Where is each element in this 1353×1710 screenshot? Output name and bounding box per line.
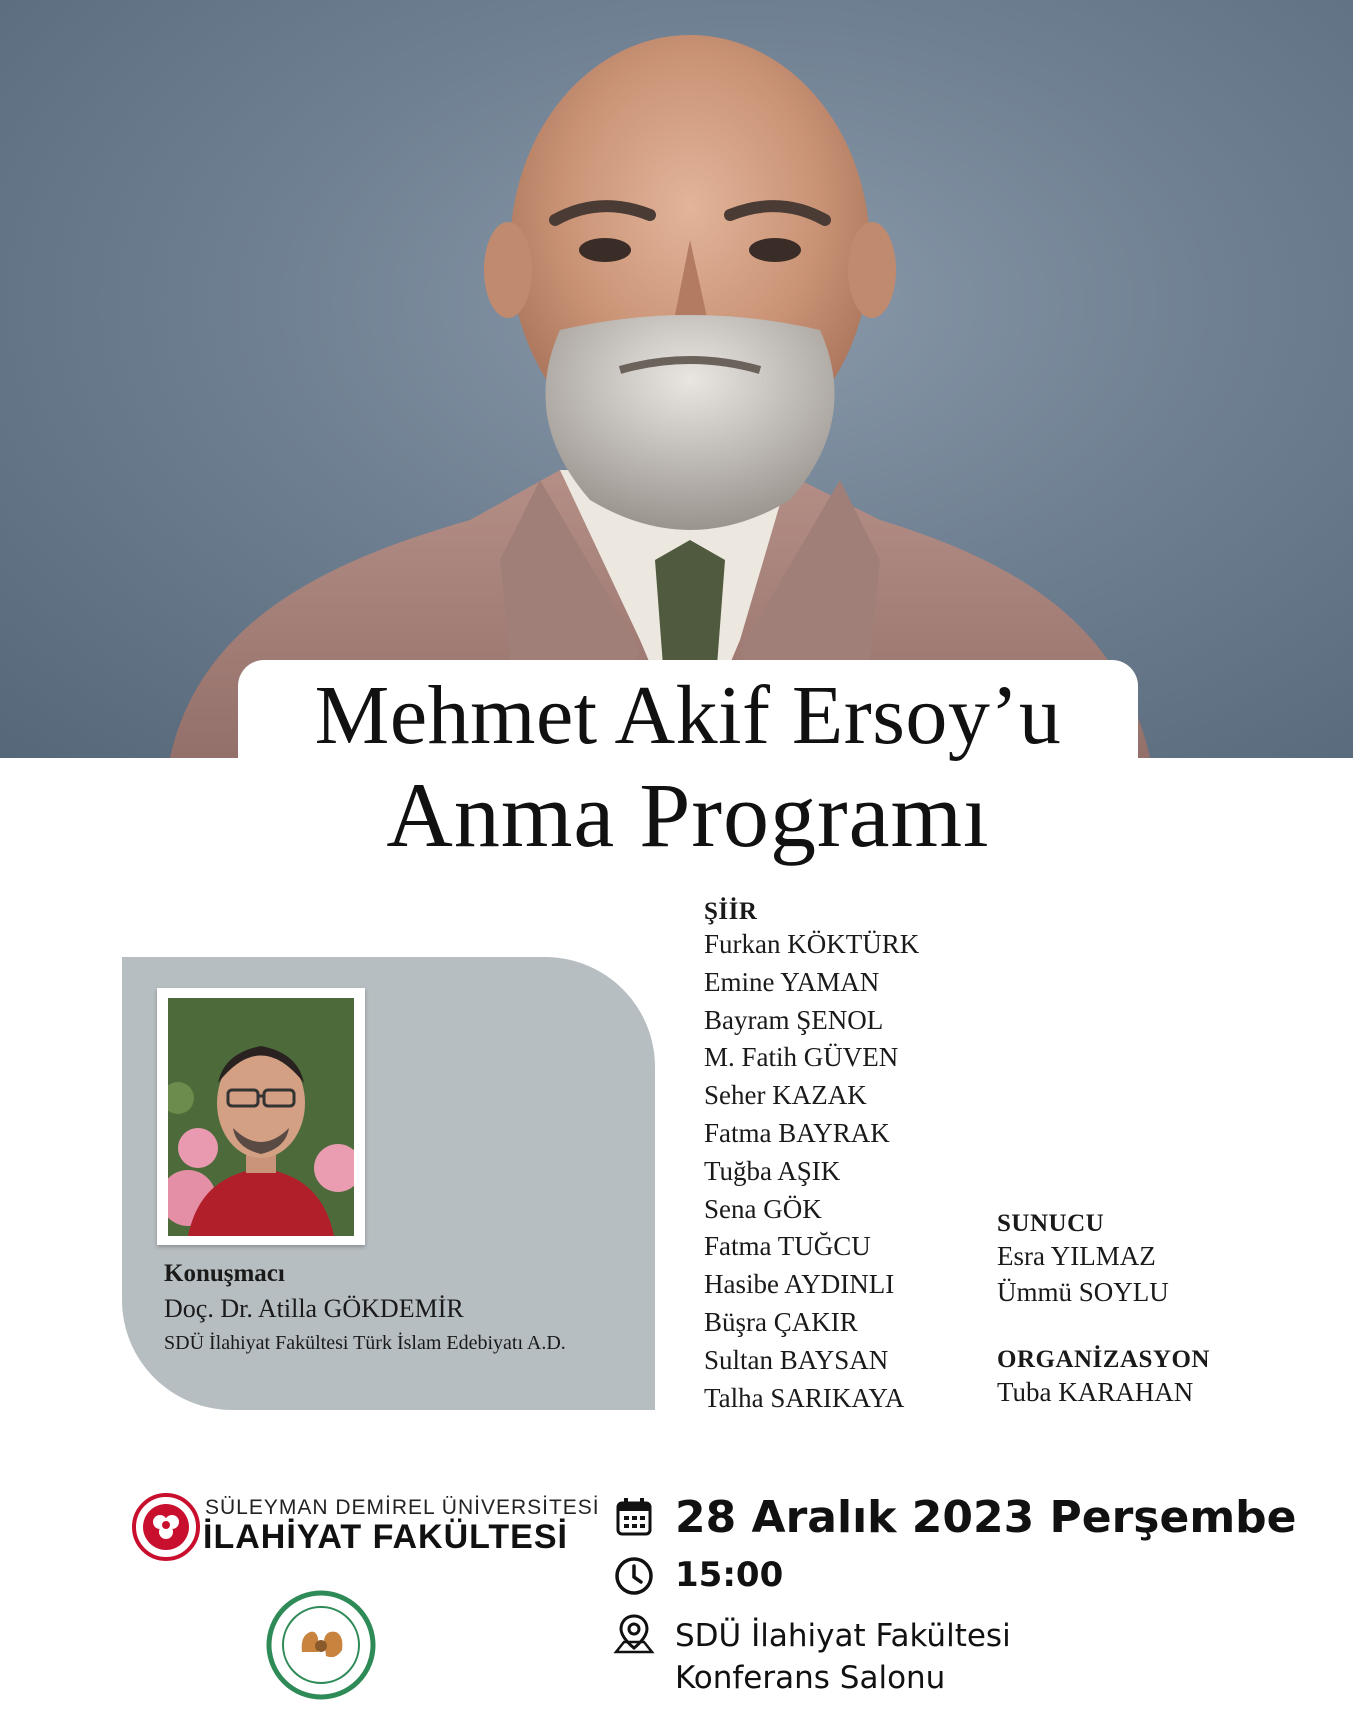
list-item: M. Fatih GÜVEN <box>704 1042 899 1073</box>
list-item: Fatma BAYRAK <box>704 1117 890 1148</box>
event-venue-line2: Konferans Salonu <box>675 1660 946 1696</box>
list-item: Hasibe AYDINLI <box>704 1269 895 1300</box>
list-item: Bayram ŞENOL <box>704 1004 884 1035</box>
list-item: Emine YAMAN <box>704 966 880 997</box>
organization-heading: ORGANİZASYON <box>997 1346 1210 1373</box>
clock-icon <box>614 1556 654 1596</box>
hero-portrait <box>0 0 1353 758</box>
event-venue-line1: SDÜ İlahiyat Fakültesi <box>675 1618 1011 1654</box>
list-item: Büşra ÇAKIR <box>704 1306 858 1337</box>
program-title-line1: Mehmet Akif Ersoy’u <box>314 669 1062 762</box>
poetry-heading: ŞİİR <box>704 898 758 925</box>
program-title-line2: Anma Programı <box>386 764 990 866</box>
list-item: Sultan BAYSAN <box>704 1344 889 1375</box>
list-item: Tuba KARAHAN <box>997 1377 1194 1407</box>
faculty-logo-line2: İLAHİYAT FAKÜLTESİ <box>203 1518 568 1556</box>
speaker-role-label: Konuşmacı <box>164 1260 285 1287</box>
presenters-heading: SUNUCU <box>997 1210 1105 1237</box>
poetry-section <box>704 898 919 1417</box>
organization-names <box>997 1374 1210 1410</box>
organization-section <box>997 1346 1210 1410</box>
list-item: Fatma TUĞCU <box>704 1231 871 1262</box>
speaker-affiliation: SDÜ İlahiyat Fakültesi Türk İslam Edebiyatı A.D. <box>164 1332 566 1354</box>
list-item: Tuğba AŞIK <box>704 1155 841 1186</box>
presenters-section <box>997 1210 1169 1310</box>
event-date: 28 Aralık 2023 Perşembe <box>675 1492 1297 1543</box>
sign-language-club-logo <box>266 1590 376 1700</box>
map-pin-icon <box>612 1612 656 1656</box>
list-item: Sena GÖK <box>704 1193 822 1224</box>
portrait-illustration <box>0 0 1353 758</box>
presenter-names <box>997 1238 1169 1310</box>
list-item: Talha SARIKAYA <box>704 1382 905 1413</box>
list-item: Esra YILMAZ <box>997 1241 1156 1271</box>
list-item: Seher KAZAK <box>704 1080 867 1111</box>
list-item: Ümmü SOYLU <box>997 1277 1169 1307</box>
speaker-photo <box>168 998 354 1236</box>
faculty-logo-line1: SÜLEYMAN DEMİREL ÜNİVERSİTESİ <box>205 1496 600 1519</box>
list-item: Furkan KÖKTÜRK <box>704 929 920 959</box>
calendar-icon <box>615 1497 653 1537</box>
event-venue <box>675 1615 1011 1699</box>
poetry-names <box>704 926 919 1417</box>
event-time: 15:00 <box>675 1555 784 1595</box>
speaker-name: Doç. Dr. Atilla GÖKDEMİR <box>164 1294 464 1323</box>
university-seal-logo <box>130 1492 210 1562</box>
